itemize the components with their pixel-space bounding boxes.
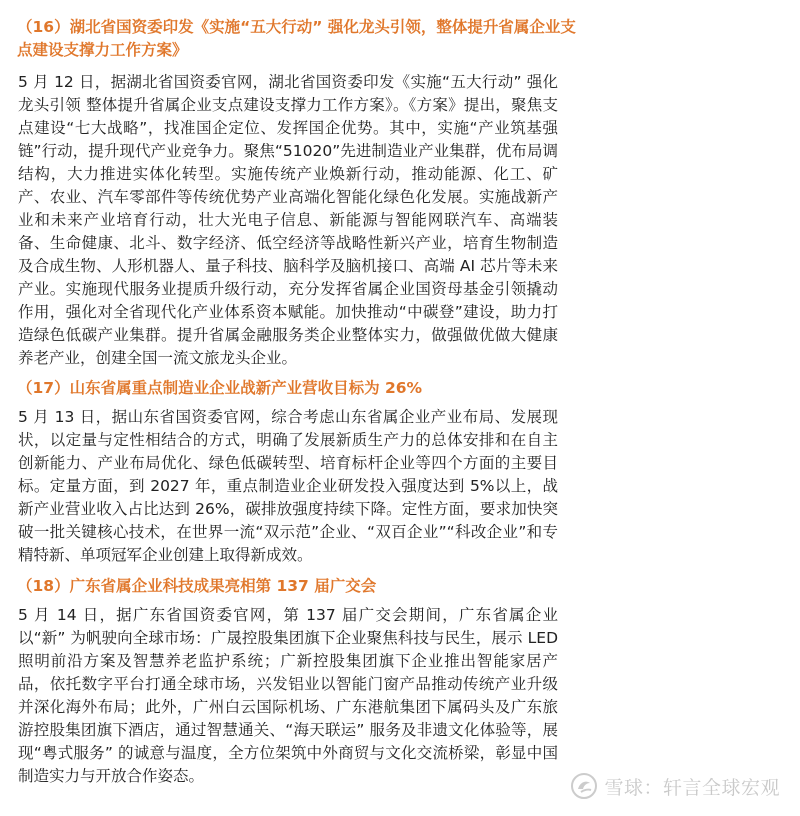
snowball-logo-icon — [570, 772, 598, 800]
watermark — [570, 772, 780, 800]
watermark-text: 雪球：轩言全球宏观 — [604, 776, 780, 799]
section-heading-17: （17）山东省属重点制造业企业战新产业营收目标为 26% — [17, 379, 423, 397]
section-body-16: 5 月 12 日，据湖北省国资委官网，湖北省国资委印发《实施“五大行动” 强化龙头引领 整体提升省属企业支点建设支撑力工作方案》。《方案》提出，聚焦支点建设“七大战略”，找准国企定位、发挥国企优势。其中，实施“产业筑基强链”行动，提升现代产业竞争力。聚焦“51020”先进制造业产业集群，优布局调结构，大力推进实体化转型。实施传统产业焕新行动，推动能源、化工、矿产、农业、汽车零部件等传统优势产业高端化智能化绿色化发展。实施战新产业和未来产业培育行动，壮大光电子信息、新能源与智能网联汽车、高端装备、生命健康、北斗、数字经济、低空经济等战略性新兴产业，培育生物制造及合成生物、人形机器人、量子科技、脑科学及脑机接口、高端 AI 芯片等未来产业。实施现代服务业提质升级行动，充分发挥省属企业国资母基金引领撬动作用，强化对全省现代化产业体系资本赋能。加快推动“中碳登”建设，助力打造绿色低碳产业集群。提升省属金融服务类企业整体实力，做强做优做大健康养老产业，创建全国一流文旅龙头企业。 — [18, 73, 558, 367]
section-heading-16: （16）湖北省国资委印发《实施“五大行动” 强化龙头引领，整体提升省属企业支点建设支撑力工作方案》 — [17, 18, 576, 59]
section-body-17: 5 月 13 日，据山东省国资委官网，综合考虑山东省属企业产业布局、发展现状，以定量与定性相结合的方式，明确了发展新质生产力的总体安排和在自主创新能力、产业布局优化、绿色低碳转型、培育标杆企业等四个方面的主要目标。定量方面，到 2027 年，重点制造业企业研发投入强度达到 5%以上，战新产业营业收入占比达到 26%，碳排放强度持续下降。定性方面，要求加快突破一批关键核心技术，在世界一流“双示范”企业、“双百企业”“科改企业”和专精特新、单项冠军企业创建上取得新成效。 — [18, 408, 558, 564]
section-body-18: 5 月 14 日，据广东省国资委官网，第 137 届广交会期间，广东省属企业以“新” 为帆驶向全球市场：广晟控股集团旗下企业聚焦科技与民生，展示 LED 照明前沿方案及智慧养老监护系统；广新控股集团旗下企业推出智能家居产品，依托数字平台打通全球市场，兴发铝业以智能门窗产品推动传统产业升级并深化海外布局；此外，广州白云国际机场、广东港航集团下属码头及广东旅游控股集团旗下酒店，通过智慧通关、“海天联运” 服务及非遗文化体验等，展现“粤式服务” 的诚意与温度，全方位架筑中外商贸与文化交流桥梁，彰显中国制造实力与开放合作姿态。 — [18, 606, 558, 785]
section-heading-18: （18）广东省属企业科技成果亮相第 137 届广交会 — [17, 577, 377, 595]
